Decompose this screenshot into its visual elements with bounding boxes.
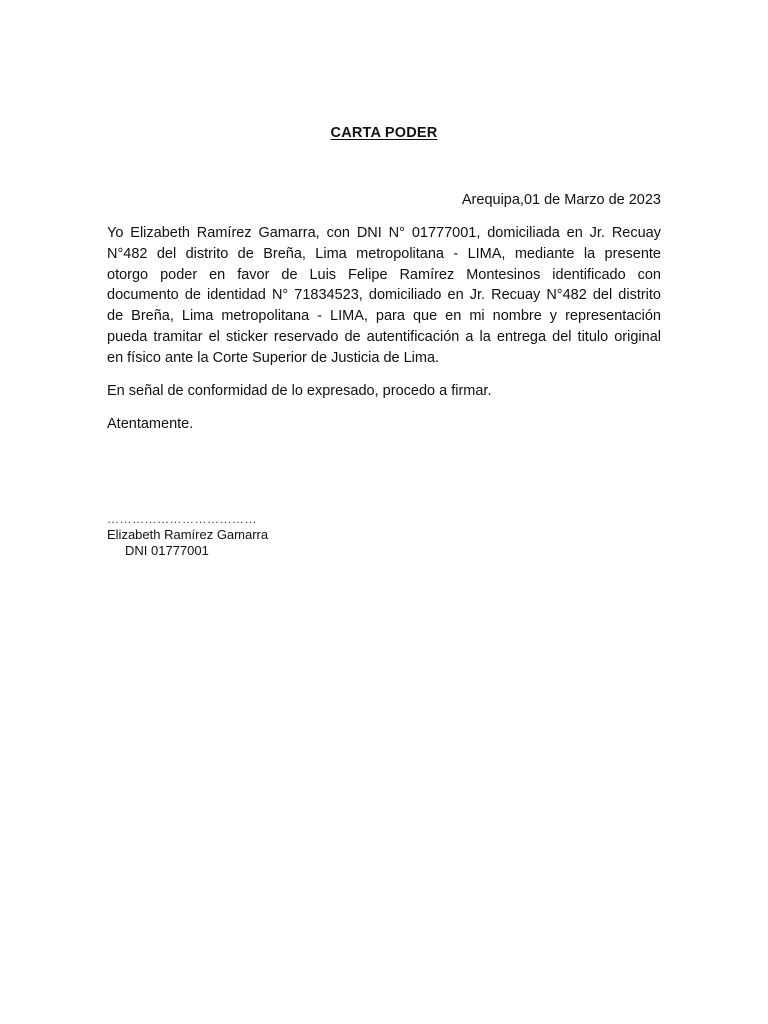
body-line: documento de identidad N° 71834523, domiciliado en Jr. Recuay N°482 del distrito <box>107 287 661 304</box>
body-line: en físico ante la Corte Superior de Justicia de Lima. <box>107 349 440 366</box>
body-paragraph <box>107 223 661 369</box>
signature-name: Elizabeth Ramírez Gamarra <box>107 527 269 542</box>
closing-line: Atentamente. <box>107 416 194 432</box>
body-line: Yo Elizabeth Ramírez Gamarra, con DNI N° 01777001, domiciliada en Jr. Recuay <box>107 225 661 241</box>
signature-line: ……………………………… <box>107 512 257 526</box>
body-line: pueda tramitar el sticker reservado de autentificación a la entrega del titulo original <box>107 328 661 345</box>
body-line: de Breña, Lima metropolitana - LIMA, para que en mi nombre y representación <box>107 308 661 325</box>
conformity-paragraph: En señal de conformidad de lo expresado, procedo a firmar. <box>107 383 492 399</box>
document-title: CARTA PODER <box>330 125 438 141</box>
body-line: N°482 del distrito de Breña, Lima metropolitana - LIMA, mediante la presente <box>107 245 661 262</box>
body-line: otorgo poder en favor de Luis Felipe Ramírez Montesinos identificado con <box>107 266 661 283</box>
place-date: Arequipa,01 de Marzo de 2023 <box>461 192 661 208</box>
signature-dni: DNI 01777001 <box>125 543 209 558</box>
